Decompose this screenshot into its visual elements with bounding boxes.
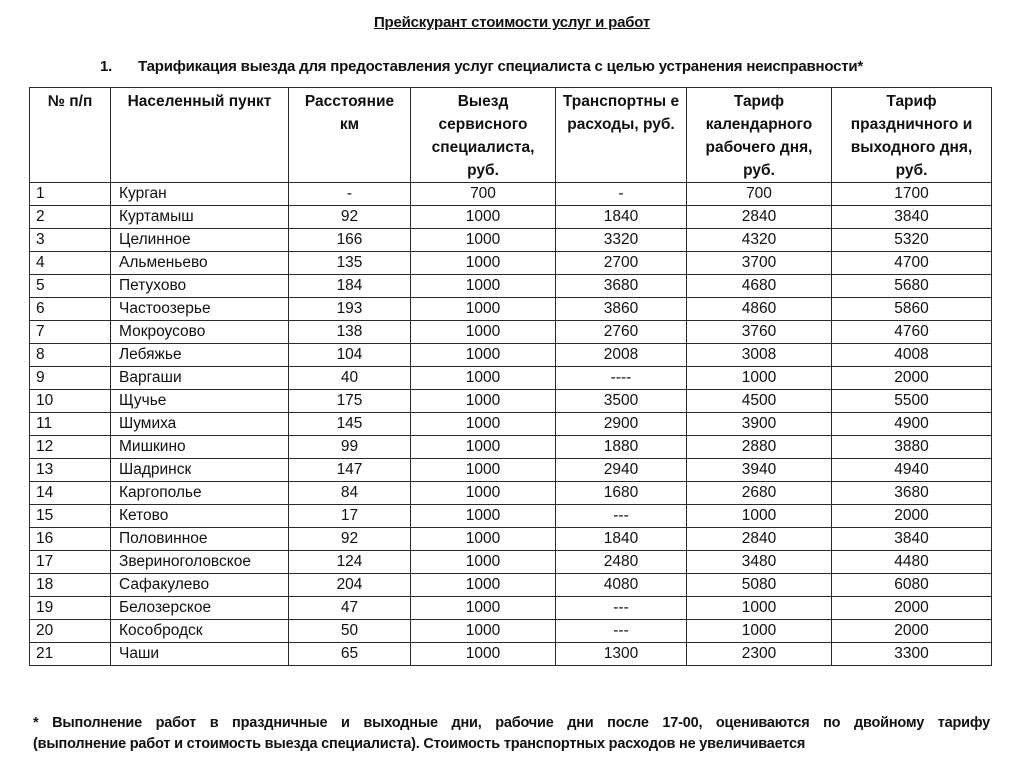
cell-number: 17	[30, 551, 111, 574]
header-row	[30, 88, 992, 183]
cell-holiday-tariff: 2000	[832, 505, 992, 528]
cell-distance: 50	[289, 620, 411, 643]
cell-weekday-tariff: 3480	[687, 551, 832, 574]
cell-visit-fee: 1000	[411, 643, 556, 666]
cell-number: 6	[30, 298, 111, 321]
cell-distance: 138	[289, 321, 411, 344]
cell-distance: -	[289, 183, 411, 206]
table-row	[30, 413, 992, 436]
cell-weekday-tariff: 2680	[687, 482, 832, 505]
cell-transport: 2008	[556, 344, 687, 367]
cell-visit-fee: 1000	[411, 574, 556, 597]
cell-settlement: Альменьево	[111, 252, 289, 275]
cell-number: 11	[30, 413, 111, 436]
cell-distance: 184	[289, 275, 411, 298]
section-number: 1.	[100, 58, 113, 75]
cell-number: 1	[30, 183, 111, 206]
cell-distance: 104	[289, 344, 411, 367]
cell-distance: 193	[289, 298, 411, 321]
cell-transport: 1300	[556, 643, 687, 666]
cell-holiday-tariff: 2000	[832, 367, 992, 390]
cell-visit-fee: 1000	[411, 252, 556, 275]
cell-visit-fee: 1000	[411, 528, 556, 551]
cell-distance: 84	[289, 482, 411, 505]
cell-transport: -	[556, 183, 687, 206]
cell-distance: 99	[289, 436, 411, 459]
cell-distance: 135	[289, 252, 411, 275]
cell-weekday-tariff: 5080	[687, 574, 832, 597]
header-col-transport: Транспортны е расходы, руб.	[556, 88, 687, 183]
cell-weekday-tariff: 3940	[687, 459, 832, 482]
cell-weekday-tariff: 4680	[687, 275, 832, 298]
cell-visit-fee: 1000	[411, 390, 556, 413]
cell-distance: 124	[289, 551, 411, 574]
cell-number: 20	[30, 620, 111, 643]
table-body	[30, 183, 992, 666]
cell-holiday-tariff: 3840	[832, 528, 992, 551]
table-row	[30, 390, 992, 413]
cell-visit-fee: 1000	[411, 206, 556, 229]
cell-number: 3	[30, 229, 111, 252]
cell-holiday-tariff: 3840	[832, 206, 992, 229]
cell-weekday-tariff: 3760	[687, 321, 832, 344]
cell-settlement: Звериноголовское	[111, 551, 289, 574]
cell-number: 19	[30, 597, 111, 620]
cell-visit-fee: 1000	[411, 413, 556, 436]
cell-number: 2	[30, 206, 111, 229]
cell-settlement: Белозерское	[111, 597, 289, 620]
cell-settlement: Частоозерье	[111, 298, 289, 321]
cell-visit-fee: 1000	[411, 298, 556, 321]
cell-weekday-tariff: 3900	[687, 413, 832, 436]
cell-transport: ----	[556, 367, 687, 390]
table-row	[30, 183, 992, 206]
cell-settlement: Кетово	[111, 505, 289, 528]
table-row	[30, 643, 992, 666]
table-row	[30, 574, 992, 597]
table-row	[30, 275, 992, 298]
cell-weekday-tariff: 1000	[687, 620, 832, 643]
cell-settlement: Чаши	[111, 643, 289, 666]
cell-settlement: Сафакулево	[111, 574, 289, 597]
cell-holiday-tariff: 2000	[832, 597, 992, 620]
header-col-distance: Расстояние км	[289, 88, 411, 183]
header-col-holiday-tariff: Тариф праздничного и выходного дня, руб.	[832, 88, 992, 183]
cell-number: 14	[30, 482, 111, 505]
cell-transport: 2700	[556, 252, 687, 275]
cell-visit-fee: 1000	[411, 551, 556, 574]
cell-number: 18	[30, 574, 111, 597]
cell-settlement: Каргополье	[111, 482, 289, 505]
cell-settlement: Шумиха	[111, 413, 289, 436]
cell-distance: 65	[289, 643, 411, 666]
cell-transport: 1840	[556, 206, 687, 229]
cell-transport: ---	[556, 620, 687, 643]
cell-transport: 4080	[556, 574, 687, 597]
cell-holiday-tariff: 6080	[832, 574, 992, 597]
cell-number: 13	[30, 459, 111, 482]
cell-distance: 166	[289, 229, 411, 252]
cell-number: 10	[30, 390, 111, 413]
cell-visit-fee: 1000	[411, 367, 556, 390]
cell-settlement: Лебяжье	[111, 344, 289, 367]
footnote-line-1: * Выполнение работ в праздничные и выходные дни, рабочие дни после 17-00, оцениваются по двойному тарифу	[33, 715, 990, 731]
cell-settlement: Кособродск	[111, 620, 289, 643]
cell-distance: 92	[289, 528, 411, 551]
table-row	[30, 252, 992, 275]
cell-number: 9	[30, 367, 111, 390]
cell-holiday-tariff: 4940	[832, 459, 992, 482]
cell-distance: 147	[289, 459, 411, 482]
cell-visit-fee: 1000	[411, 436, 556, 459]
footnote-line-2: (выполнение работ и стоимость выезда специалиста). Стоимость транспортных расходов не увеличивается	[33, 736, 806, 752]
cell-visit-fee: 1000	[411, 229, 556, 252]
cell-holiday-tariff: 4480	[832, 551, 992, 574]
cell-transport: 2760	[556, 321, 687, 344]
cell-number: 12	[30, 436, 111, 459]
cell-visit-fee: 1000	[411, 275, 556, 298]
cell-distance: 47	[289, 597, 411, 620]
cell-distance: 145	[289, 413, 411, 436]
cell-weekday-tariff: 2300	[687, 643, 832, 666]
section-heading-text: Тарификация выезда для предоставления услуг специалиста с целью устранения неисправности*	[138, 58, 864, 75]
table-row	[30, 551, 992, 574]
cell-transport: 2480	[556, 551, 687, 574]
cell-number: 21	[30, 643, 111, 666]
cell-weekday-tariff: 700	[687, 183, 832, 206]
cell-holiday-tariff: 5680	[832, 275, 992, 298]
header-col-settlement: Населенный пункт	[111, 88, 289, 183]
header-col-weekday-tariff: Тариф календарного рабочего дня, руб.	[687, 88, 832, 183]
table-row	[30, 321, 992, 344]
table-row	[30, 459, 992, 482]
cell-number: 16	[30, 528, 111, 551]
table-row	[30, 436, 992, 459]
cell-settlement: Куртамыш	[111, 206, 289, 229]
cell-weekday-tariff: 3008	[687, 344, 832, 367]
cell-holiday-tariff: 4760	[832, 321, 992, 344]
cell-weekday-tariff: 2840	[687, 206, 832, 229]
table-row	[30, 597, 992, 620]
table-row	[30, 206, 992, 229]
cell-visit-fee: 1000	[411, 505, 556, 528]
cell-holiday-tariff: 1700	[832, 183, 992, 206]
cell-distance: 17	[289, 505, 411, 528]
cell-transport: 1880	[556, 436, 687, 459]
cell-distance: 175	[289, 390, 411, 413]
cell-visit-fee: 1000	[411, 597, 556, 620]
cell-weekday-tariff: 1000	[687, 505, 832, 528]
cell-visit-fee: 1000	[411, 321, 556, 344]
cell-holiday-tariff: 4700	[832, 252, 992, 275]
cell-visit-fee: 700	[411, 183, 556, 206]
table-row	[30, 482, 992, 505]
cell-visit-fee: 1000	[411, 620, 556, 643]
cell-holiday-tariff: 4900	[832, 413, 992, 436]
cell-settlement: Петухово	[111, 275, 289, 298]
cell-number: 8	[30, 344, 111, 367]
cell-weekday-tariff: 2880	[687, 436, 832, 459]
cell-transport: ---	[556, 505, 687, 528]
table-row	[30, 620, 992, 643]
table-row	[30, 367, 992, 390]
cell-weekday-tariff: 1000	[687, 367, 832, 390]
cell-transport: 3860	[556, 298, 687, 321]
cell-holiday-tariff: 3880	[832, 436, 992, 459]
cell-holiday-tariff: 3300	[832, 643, 992, 666]
cell-settlement: Варгаши	[111, 367, 289, 390]
cell-weekday-tariff: 2840	[687, 528, 832, 551]
cell-transport: 1680	[556, 482, 687, 505]
header-col-visit-fee: Выезд сервисного специалиста, руб.	[411, 88, 556, 183]
cell-holiday-tariff: 3680	[832, 482, 992, 505]
cell-visit-fee: 1000	[411, 482, 556, 505]
cell-settlement: Целинное	[111, 229, 289, 252]
cell-distance: 92	[289, 206, 411, 229]
cell-settlement: Мокроусово	[111, 321, 289, 344]
table-row	[30, 528, 992, 551]
cell-transport: 3680	[556, 275, 687, 298]
cell-number: 15	[30, 505, 111, 528]
cell-weekday-tariff: 4860	[687, 298, 832, 321]
cell-visit-fee: 1000	[411, 344, 556, 367]
cell-settlement: Половинное	[111, 528, 289, 551]
table-row	[30, 229, 992, 252]
cell-holiday-tariff: 5500	[832, 390, 992, 413]
cell-settlement: Щучье	[111, 390, 289, 413]
cell-holiday-tariff: 5860	[832, 298, 992, 321]
cell-number: 5	[30, 275, 111, 298]
cell-weekday-tariff: 4320	[687, 229, 832, 252]
cell-weekday-tariff: 4500	[687, 390, 832, 413]
header-col-number: № п/п	[30, 88, 111, 183]
cell-settlement: Мишкино	[111, 436, 289, 459]
cell-weekday-tariff: 1000	[687, 597, 832, 620]
section-heading	[100, 58, 863, 75]
cell-holiday-tariff: 4008	[832, 344, 992, 367]
cell-holiday-tariff: 5320	[832, 229, 992, 252]
table-row	[30, 298, 992, 321]
cell-holiday-tariff: 2000	[832, 620, 992, 643]
cell-number: 7	[30, 321, 111, 344]
table-header	[30, 88, 992, 183]
footnote	[33, 713, 990, 755]
cell-transport: 3320	[556, 229, 687, 252]
table-row	[30, 505, 992, 528]
cell-visit-fee: 1000	[411, 459, 556, 482]
cell-distance: 204	[289, 574, 411, 597]
cell-weekday-tariff: 3700	[687, 252, 832, 275]
table-row	[30, 344, 992, 367]
cell-transport: 1840	[556, 528, 687, 551]
price-table	[29, 87, 992, 666]
cell-transport: ---	[556, 597, 687, 620]
document-title: Прейскурант стоимости услуг и работ	[373, 14, 651, 31]
cell-settlement: Курган	[111, 183, 289, 206]
cell-settlement: Шадринск	[111, 459, 289, 482]
cell-distance: 40	[289, 367, 411, 390]
cell-transport: 2900	[556, 413, 687, 436]
cell-transport: 2940	[556, 459, 687, 482]
cell-transport: 3500	[556, 390, 687, 413]
cell-number: 4	[30, 252, 111, 275]
